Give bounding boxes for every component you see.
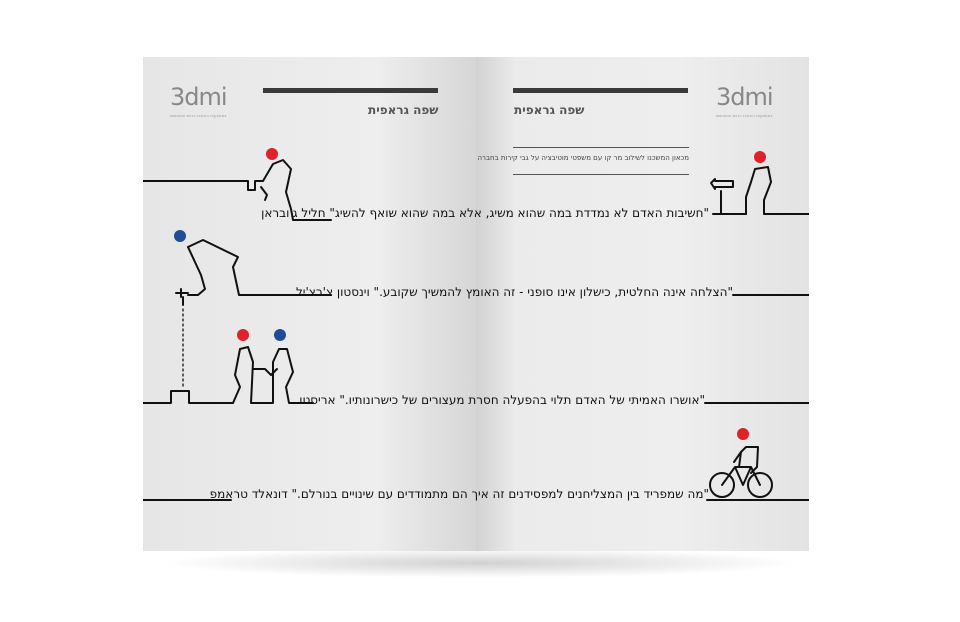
head-red-4 bbox=[737, 428, 749, 440]
header-title-right: שפה גראפית bbox=[514, 103, 585, 117]
header-title-left: שפה גראפית bbox=[368, 103, 439, 117]
cyclist-icon bbox=[710, 447, 772, 497]
person-at-tap-icon bbox=[188, 240, 331, 295]
head-blue-2 bbox=[274, 329, 286, 341]
logo-tagline: באמצעות הורטכנ כרוים ובמאשים bbox=[170, 113, 227, 118]
quote-4: "מה שמפריד בין המצליחנים למפסידנים זה איך הם מתמודדים עם שינויים בנורלם." דונאלד טראמפ bbox=[209, 487, 709, 501]
line-art bbox=[143, 57, 809, 551]
brochure-spread bbox=[143, 57, 809, 551]
brochure-shadow bbox=[160, 548, 800, 578]
person-with-sign-icon bbox=[711, 179, 733, 189]
intro-text: מכאון המשכנו לשילוב מר קו עם משפטי מוטיבציה על גבי קירות בחברה bbox=[477, 154, 689, 162]
logo-text: 3dmi bbox=[716, 83, 773, 111]
head-blue-1 bbox=[174, 230, 186, 242]
head-red-1 bbox=[266, 148, 278, 160]
head-red-2 bbox=[754, 151, 766, 163]
logo-tagline: באמצעות הורטכנ כרוים ובמאשים bbox=[716, 113, 773, 118]
person-drinking-icon bbox=[143, 160, 331, 220]
logo-text: 3dmi bbox=[170, 83, 227, 111]
quote-3: "אושרו האמיתי של האדם תלוי בהפעלה חסרת מעצורים של כישרונותיו." אריסטו bbox=[299, 393, 705, 407]
quote-1: "חשיבות האדם לא נמדדת במה שהוא משיג, אלא במה שהוא שואף להשיג" חליל ג'ובראן bbox=[261, 206, 709, 220]
quote-2: "הצלחה אינה החלטית, כישלון אינו סופני - זה האומץ להמשיך שקובע." וינסטון צ'רצ'יל bbox=[295, 285, 733, 299]
head-red-3 bbox=[237, 329, 249, 341]
two-people-handshake-icon bbox=[143, 347, 313, 403]
